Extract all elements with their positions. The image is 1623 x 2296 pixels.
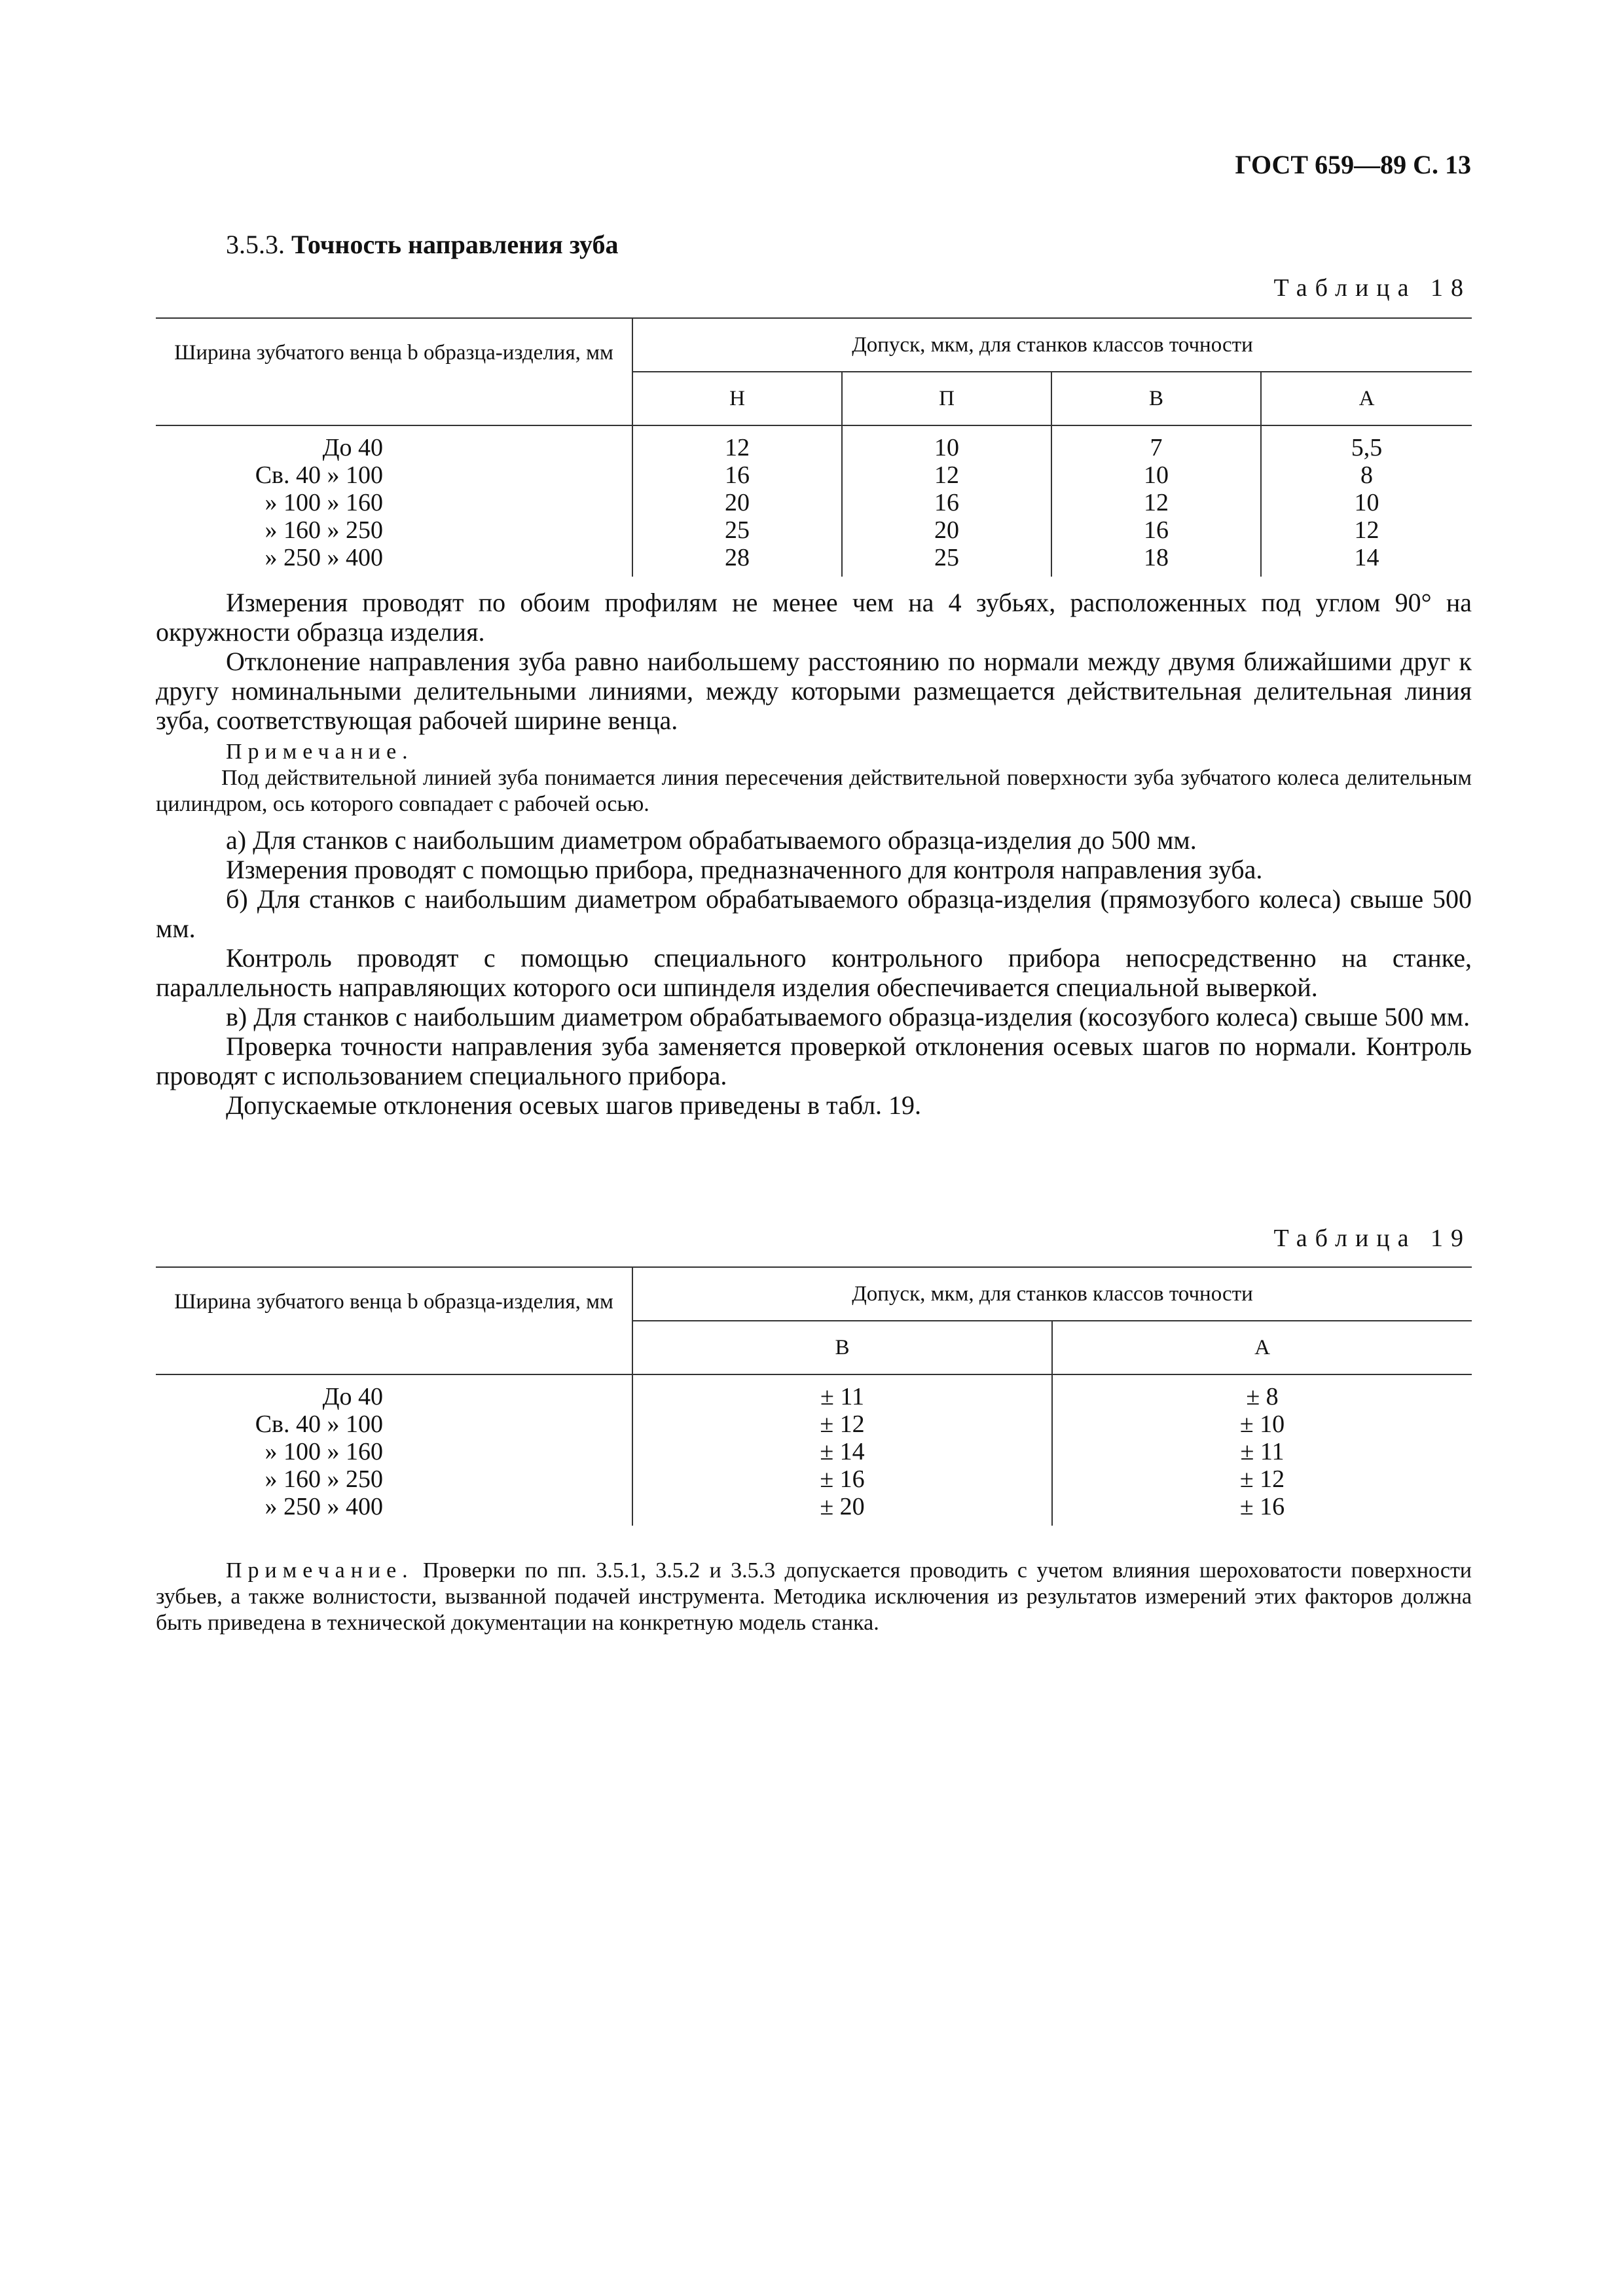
final-note [156, 1558, 1472, 1636]
body-text [156, 588, 1472, 1120]
note-label: Примечание. [226, 740, 414, 764]
final-note-label: Примечание. [226, 1558, 414, 1583]
table-cell: ± 11 [632, 1374, 1052, 1410]
table-cell: ± 12 [632, 1410, 1052, 1438]
table-18-class-header: А [1261, 372, 1472, 425]
table-row [156, 489, 1472, 516]
final-note-text: Проверки по пп. 3.5.1, 3.5.2 и 3.5.3 допускается проводить с учетом влияния шероховатости поверхности зубьев, а также волнистости, вызванной подачей инструмента. Методика исключения из результатов измерений этих факторов должна быть приведена в технической документации на конкретную модель станка. [156, 1558, 1472, 1635]
table-row [156, 544, 1472, 577]
table-cell: ± 16 [1052, 1493, 1472, 1526]
paragraph: Отклонение направления зуба равно наибольшему расстоянию по нормали между двумя ближайшими друг к другу номинальными делительными линиями, между которыми размещается действительная делительная линия зуба, соответствующая рабочей ширине венца. [156, 647, 1472, 735]
paragraph: а) Для станков с наибольшим диаметром обрабатываемого образца-изделия до 500 мм. [226, 825, 1197, 855]
table-19-class-header: В [632, 1321, 1052, 1374]
table-cell: ± 10 [1052, 1410, 1472, 1438]
table-cell: ± 14 [632, 1438, 1052, 1465]
table-18-class-header: П [842, 372, 1051, 425]
row-label: Св. 40 » 100 [255, 461, 383, 489]
table-cell: 25 [632, 516, 842, 544]
paragraph: Допускаемые отклонения осевых шагов приведены в табл. 19. [226, 1090, 922, 1120]
table-row [156, 1438, 1472, 1465]
row-label: » 100 » 160 [264, 1438, 383, 1465]
table-cell: 7 [1051, 425, 1261, 461]
table-18-grouphead: Допуск, мкм, для станков классов точности [632, 318, 1472, 372]
table-19 [156, 1266, 1472, 1526]
table-19-caption: Таблица 19 [1273, 1225, 1471, 1252]
table-cell: ± 20 [632, 1493, 1052, 1526]
table-cell: ± 16 [632, 1465, 1052, 1493]
row-label: Св. 40 » 100 [255, 1410, 383, 1438]
section-heading [226, 229, 619, 260]
row-label: » 250 » 400 [264, 1493, 383, 1520]
table-cell: 16 [1051, 516, 1261, 544]
row-label: » 160 » 250 [264, 1465, 383, 1493]
table-cell: 8 [1261, 461, 1472, 489]
table-cell: 18 [1051, 544, 1261, 577]
table-row [156, 1493, 1472, 1526]
table-cell: 5,5 [1261, 425, 1472, 461]
table-18-caption: Таблица 18 [1273, 274, 1471, 302]
table-19-grouphead: Допуск, мкм, для станков классов точности [632, 1267, 1472, 1321]
table-19-rowhead: Ширина зубчатого венца b образца-изделия, мм [156, 1267, 632, 1374]
table-19-class-header: А [1052, 1321, 1472, 1374]
paragraph: Контроль проводят с помощью специального контрольного прибора непосредственно на станке, параллельность направляющих которого оси шпинделя изделия обеспечивается специальной выверкой. [156, 943, 1472, 1002]
table-cell: 12 [632, 425, 842, 461]
table-row [156, 1465, 1472, 1493]
table-cell: 10 [1261, 489, 1472, 516]
table-cell: 12 [1051, 489, 1261, 516]
note-text: Под действительной линией зуба понимается линия пересечения действительной поверхности зуба зубчатого колеса делительным цилиндром, ось которого совпадает с рабочей осью. [156, 766, 1472, 816]
page-header: ГОСТ 659—89 С. 13 [1235, 150, 1471, 179]
row-label: » 160 » 250 [264, 516, 383, 544]
note-block [156, 739, 1472, 817]
table-cell: 12 [842, 461, 1051, 489]
table-cell: 16 [842, 489, 1051, 516]
table-row [156, 1374, 1472, 1410]
table-cell: 25 [842, 544, 1051, 577]
table-cell: 14 [1261, 544, 1472, 577]
table-row [156, 425, 1472, 461]
paragraph: Проверка точности направления зуба заменяется проверкой отклонения осевых шагов по нормали. Контроль проводят с использованием специального прибора. [156, 1031, 1472, 1090]
section-title: Точность направления зуба [291, 230, 619, 259]
table-row [156, 461, 1472, 489]
table-cell: 12 [1261, 516, 1472, 544]
paragraph: Измерения проводят по обоим профилям не менее чем на 4 зубьях, расположенных под углом 90° на окружности образца изделия. [156, 588, 1472, 647]
table-cell: ± 12 [1052, 1465, 1472, 1493]
table-row [156, 516, 1472, 544]
row-label: » 100 » 160 [264, 489, 383, 516]
table-cell: 10 [842, 425, 1051, 461]
table-cell: 28 [632, 544, 842, 577]
paragraph: в) Для станков с наибольшим диаметром обрабатываемого образца-изделия (косозубого колеса) свыше 500 мм. [226, 1002, 1470, 1031]
paragraph: б) Для станков с наибольшим диаметром обрабатываемого образца-изделия (прямозубого колеса) свыше 500 мм. [156, 884, 1472, 943]
table-cell: 20 [842, 516, 1051, 544]
table-18 [156, 317, 1472, 577]
section-number: 3.5.3. [226, 230, 285, 259]
table-cell: ± 8 [1052, 1374, 1472, 1410]
table-cell: 16 [632, 461, 842, 489]
table-cell: 20 [632, 489, 842, 516]
row-label: До 40 [322, 434, 383, 461]
paragraph: Измерения проводят с помощью прибора, предназначенного для контроля направления зуба. [226, 855, 1263, 884]
table-cell: 10 [1051, 461, 1261, 489]
row-label: До 40 [322, 1383, 383, 1410]
table-18-rowhead: Ширина зубчатого венца b образца-изделия, мм [156, 318, 632, 425]
table-row [156, 1410, 1472, 1438]
table-cell: ± 11 [1052, 1438, 1472, 1465]
table-18-class-header: Н [632, 372, 842, 425]
row-label: » 250 » 400 [264, 544, 383, 571]
table-18-class-header: В [1051, 372, 1261, 425]
